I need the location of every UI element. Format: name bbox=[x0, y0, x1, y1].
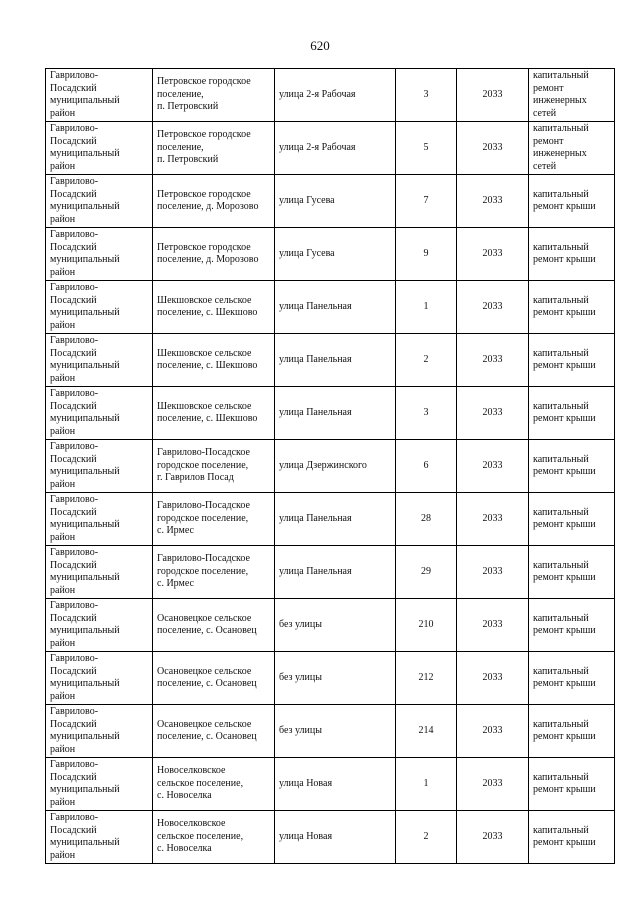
year-cell: 2033 bbox=[457, 599, 529, 652]
work-type-cell-line: ремонт крыши bbox=[533, 307, 596, 318]
settlement-cell-line: Новоселковское bbox=[157, 765, 226, 777]
settlement-cell-line: Петровское городское bbox=[157, 188, 251, 200]
house-number-cell: 5 bbox=[396, 122, 457, 175]
district-cell-line: Гаврилово- bbox=[50, 653, 99, 664]
house-number-cell: 214 bbox=[396, 705, 457, 758]
settlement-cell-line: Шекшовское сельское bbox=[157, 294, 252, 306]
district-cell bbox=[46, 652, 153, 705]
district-cell-line: Посадский bbox=[50, 400, 97, 412]
settlement-cell-line: поселение, с. Осановец bbox=[157, 625, 257, 636]
street-cell: улица Гусева bbox=[275, 175, 396, 228]
district-cell-line: Посадский bbox=[50, 559, 97, 571]
district-cell-line: муниципальный bbox=[50, 731, 120, 742]
district-cell-line: Посадский bbox=[50, 665, 97, 677]
work-type-cell bbox=[529, 440, 615, 493]
settlement-cell bbox=[153, 334, 275, 387]
district-cell-line: муниципальный bbox=[50, 201, 120, 212]
work-type-cell bbox=[529, 334, 615, 387]
settlement-cell-line: Петровское городское bbox=[157, 241, 251, 253]
work-type-cell-line: ремонт bbox=[533, 135, 564, 147]
house-number-cell: 3 bbox=[396, 69, 457, 122]
settlement-cell-line: городское поселение, bbox=[157, 565, 249, 577]
settlement-cell bbox=[153, 493, 275, 546]
district-cell-line: район bbox=[50, 213, 76, 225]
house-number-cell: 212 bbox=[396, 652, 457, 705]
district-cell-line: муниципальный bbox=[50, 572, 120, 583]
settlement-cell-line: городское поселение, bbox=[157, 512, 249, 524]
district-cell-line: район bbox=[50, 160, 76, 172]
district-cell bbox=[46, 811, 153, 864]
work-type-cell bbox=[529, 228, 615, 281]
work-type-cell-line: капитальный bbox=[533, 506, 589, 518]
settlement-cell bbox=[153, 758, 275, 811]
year-cell: 2033 bbox=[457, 69, 529, 122]
district-cell-line: муниципальный bbox=[50, 148, 120, 159]
district-cell-line: муниципальный bbox=[50, 837, 120, 848]
street-cell: улица Панельная bbox=[275, 493, 396, 546]
settlement-cell bbox=[153, 175, 275, 228]
work-type-cell bbox=[529, 705, 615, 758]
settlement-cell-line: сельское поселение, bbox=[157, 777, 244, 789]
work-type-cell-line: ремонт крыши bbox=[533, 731, 596, 742]
table-row bbox=[46, 758, 615, 811]
work-type-cell bbox=[529, 811, 615, 864]
street-cell: без улицы bbox=[275, 652, 396, 705]
district-cell bbox=[46, 175, 153, 228]
house-number-cell: 28 bbox=[396, 493, 457, 546]
house-number-cell: 210 bbox=[396, 599, 457, 652]
district-cell-line: район bbox=[50, 531, 76, 543]
work-type-cell-line: ремонт крыши bbox=[533, 519, 596, 530]
street-cell: улица Дзержинского bbox=[275, 440, 396, 493]
work-type-cell-line: ремонт крыши bbox=[533, 360, 596, 371]
district-cell-line: район bbox=[50, 425, 76, 437]
district-cell-line: Посадский bbox=[50, 294, 97, 306]
settlement-cell-line: поселение, с. Шекшово bbox=[157, 307, 258, 318]
settlement-cell-line: Гаврилово-Посадское bbox=[157, 447, 250, 459]
work-type-cell-line: ремонт bbox=[533, 82, 564, 94]
settlement-cell-line: сельское поселение, bbox=[157, 830, 244, 842]
district-cell-line: Гаврилово- bbox=[50, 123, 99, 134]
page-number: 620 bbox=[310, 38, 330, 53]
district-cell-line: муниципальный bbox=[50, 360, 120, 371]
house-number-cell: 2 bbox=[396, 334, 457, 387]
street-cell: улица Новая bbox=[275, 758, 396, 811]
district-cell bbox=[46, 705, 153, 758]
work-type-cell-line: капитальный bbox=[533, 294, 589, 306]
district-cell-line: Посадский bbox=[50, 771, 97, 783]
table-row bbox=[46, 122, 615, 175]
district-cell-line: Гаврилово- bbox=[50, 706, 99, 717]
year-cell: 2033 bbox=[457, 546, 529, 599]
work-type-cell-line: ремонт крыши bbox=[533, 837, 596, 848]
house-number-cell: 2 bbox=[396, 811, 457, 864]
settlement-cell bbox=[153, 546, 275, 599]
work-type-cell-line: ремонт крыши bbox=[533, 784, 596, 795]
district-cell-line: муниципальный bbox=[50, 678, 120, 689]
settlement-cell bbox=[153, 440, 275, 493]
work-type-cell bbox=[529, 599, 615, 652]
work-type-cell-line: инженерных bbox=[533, 95, 587, 106]
district-cell-line: район bbox=[50, 319, 76, 331]
settlement-cell-line: поселение, bbox=[157, 141, 204, 153]
district-cell-line: Посадский bbox=[50, 453, 97, 465]
work-type-cell-line: ремонт крыши bbox=[533, 413, 596, 424]
settlement-cell bbox=[153, 811, 275, 864]
house-number-cell: 7 bbox=[396, 175, 457, 228]
street-cell: улица Панельная bbox=[275, 281, 396, 334]
year-cell: 2033 bbox=[457, 705, 529, 758]
district-cell-line: Гаврилово- bbox=[50, 494, 99, 505]
district-cell-line: Гаврилово- bbox=[50, 229, 99, 240]
work-type-cell-line: сетей bbox=[533, 160, 557, 172]
table-row bbox=[46, 440, 615, 493]
work-type-cell bbox=[529, 546, 615, 599]
settlement-cell-line: п. Петровский bbox=[157, 154, 219, 166]
work-type-cell-line: капитальный bbox=[533, 665, 589, 677]
district-cell bbox=[46, 69, 153, 122]
year-cell: 2033 bbox=[457, 440, 529, 493]
district-cell-line: муниципальный bbox=[50, 625, 120, 636]
district-cell-line: муниципальный bbox=[50, 519, 120, 530]
work-type-cell-line: капитальный bbox=[533, 612, 589, 624]
settlement-cell bbox=[153, 281, 275, 334]
district-cell-line: район bbox=[50, 743, 76, 755]
district-cell-line: Гаврилово- bbox=[50, 812, 99, 823]
district-cell bbox=[46, 228, 153, 281]
work-type-cell-line: ремонт крыши bbox=[533, 572, 596, 583]
street-cell: улица Панельная bbox=[275, 387, 396, 440]
district-cell-line: Посадский bbox=[50, 241, 97, 253]
work-type-cell-line: инженерных bbox=[533, 148, 587, 159]
settlement-cell-line: с. Ирмес bbox=[157, 525, 194, 537]
work-type-cell-line: капитальный bbox=[533, 123, 589, 134]
district-cell-line: район bbox=[50, 107, 76, 119]
table-row bbox=[46, 546, 615, 599]
work-type-cell bbox=[529, 69, 615, 122]
district-cell bbox=[46, 493, 153, 546]
work-type-cell-line: ремонт крыши bbox=[533, 625, 596, 636]
work-type-cell-line: капитальный bbox=[533, 718, 589, 730]
work-type-cell-line: капитальный bbox=[533, 453, 589, 465]
work-type-cell-line: капитальный bbox=[533, 559, 589, 571]
district-cell-line: район bbox=[50, 849, 76, 861]
street-cell: улица 2-я Рабочая bbox=[275, 69, 396, 122]
street-cell: без улицы bbox=[275, 705, 396, 758]
district-cell-line: район bbox=[50, 690, 76, 702]
work-type-cell-line: капитальный bbox=[533, 241, 589, 253]
district-cell bbox=[46, 758, 153, 811]
house-number-cell: 29 bbox=[396, 546, 457, 599]
settlement-cell-line: Осановецкое сельское bbox=[157, 612, 252, 624]
work-type-cell-line: ремонт крыши bbox=[533, 201, 596, 212]
district-cell-line: Посадский bbox=[50, 506, 97, 518]
work-type-cell-line: ремонт крыши bbox=[533, 678, 596, 689]
district-cell-line: Гаврилово- bbox=[50, 547, 99, 558]
district-cell-line: район bbox=[50, 372, 76, 384]
year-cell: 2033 bbox=[457, 811, 529, 864]
work-type-cell bbox=[529, 493, 615, 546]
district-cell bbox=[46, 281, 153, 334]
district-cell-line: муниципальный bbox=[50, 466, 120, 477]
district-cell-line: Гаврилово- bbox=[50, 600, 99, 611]
district-cell-line: Посадский bbox=[50, 188, 97, 200]
district-cell-line: Посадский bbox=[50, 347, 97, 359]
housing-repair-table bbox=[45, 68, 615, 864]
settlement-cell-line: Петровское городское bbox=[157, 129, 251, 141]
street-cell: улица Гусева bbox=[275, 228, 396, 281]
table-row bbox=[46, 281, 615, 334]
year-cell: 2033 bbox=[457, 387, 529, 440]
district-cell-line: Гаврилово- bbox=[50, 70, 99, 81]
table-row bbox=[46, 493, 615, 546]
settlement-cell-line: городское поселение, bbox=[157, 459, 249, 471]
settlement-cell-line: поселение, с. Осановец bbox=[157, 678, 257, 689]
settlement-cell-line: поселение, bbox=[157, 88, 204, 100]
table-row bbox=[46, 175, 615, 228]
year-cell: 2033 bbox=[457, 493, 529, 546]
district-cell-line: район bbox=[50, 478, 76, 490]
settlement-cell-line: Новоселковское bbox=[157, 818, 226, 830]
district-cell-line: Гаврилово- bbox=[50, 176, 99, 187]
settlement-cell-line: с. Ирмес bbox=[157, 578, 194, 590]
work-type-cell bbox=[529, 175, 615, 228]
street-cell: улица Новая bbox=[275, 811, 396, 864]
table-row bbox=[46, 387, 615, 440]
district-cell-line: муниципальный bbox=[50, 254, 120, 265]
house-number-cell: 1 bbox=[396, 758, 457, 811]
district-cell-line: Посадский bbox=[50, 82, 97, 94]
settlement-cell-line: Шекшовское сельское bbox=[157, 400, 252, 412]
settlement-cell bbox=[153, 69, 275, 122]
settlement-cell bbox=[153, 705, 275, 758]
district-cell-line: Посадский bbox=[50, 824, 97, 836]
work-type-cell-line: капитальный bbox=[533, 771, 589, 783]
settlement-cell-line: с. Новоселка bbox=[157, 790, 212, 802]
year-cell: 2033 bbox=[457, 652, 529, 705]
work-type-cell-line: капитальный bbox=[533, 188, 589, 200]
table-row bbox=[46, 69, 615, 122]
settlement-cell bbox=[153, 122, 275, 175]
district-cell bbox=[46, 334, 153, 387]
district-cell-line: муниципальный bbox=[50, 95, 120, 106]
street-cell: улица Панельная bbox=[275, 546, 396, 599]
settlement-cell-line: Осановецкое сельское bbox=[157, 718, 252, 730]
table-row bbox=[46, 599, 615, 652]
table-row bbox=[46, 334, 615, 387]
year-cell: 2033 bbox=[457, 281, 529, 334]
settlement-cell bbox=[153, 599, 275, 652]
settlement-cell bbox=[153, 387, 275, 440]
district-cell-line: район bbox=[50, 637, 76, 649]
settlement-cell-line: г. Гаврилов Посад bbox=[157, 472, 234, 484]
work-type-cell-line: ремонт крыши bbox=[533, 466, 596, 477]
district-cell-line: Гаврилово- bbox=[50, 441, 99, 452]
work-type-cell-line: сетей bbox=[533, 107, 557, 119]
work-type-cell-line: капитальный bbox=[533, 70, 589, 81]
work-type-cell-line: капитальный bbox=[533, 824, 589, 836]
house-number-cell: 3 bbox=[396, 387, 457, 440]
district-cell-line: Гаврилово- bbox=[50, 759, 99, 770]
street-cell: улица Панельная bbox=[275, 334, 396, 387]
district-cell-line: район bbox=[50, 266, 76, 278]
district-cell-line: Гаврилово- bbox=[50, 282, 99, 293]
district-cell bbox=[46, 599, 153, 652]
district-cell-line: Посадский bbox=[50, 718, 97, 730]
settlement-cell-line: Гаврилово-Посадское bbox=[157, 500, 250, 512]
work-type-cell bbox=[529, 758, 615, 811]
district-cell-line: район bbox=[50, 796, 76, 808]
district-cell-line: Гаврилово- bbox=[50, 388, 99, 399]
settlement-cell-line: поселение, с. Осановец bbox=[157, 731, 257, 742]
street-cell: улица 2-я Рабочая bbox=[275, 122, 396, 175]
table-row bbox=[46, 228, 615, 281]
district-cell bbox=[46, 387, 153, 440]
district-cell bbox=[46, 122, 153, 175]
settlement-cell-line: поселение, д. Морозово bbox=[157, 201, 259, 212]
house-number-cell: 9 bbox=[396, 228, 457, 281]
district-cell bbox=[46, 546, 153, 599]
settlement-cell-line: поселение, с. Шекшово bbox=[157, 360, 258, 371]
year-cell: 2033 bbox=[457, 228, 529, 281]
district-cell bbox=[46, 440, 153, 493]
settlement-cell bbox=[153, 652, 275, 705]
work-type-cell-line: ремонт крыши bbox=[533, 254, 596, 265]
work-type-cell bbox=[529, 652, 615, 705]
table-body bbox=[46, 69, 615, 864]
district-cell-line: муниципальный bbox=[50, 307, 120, 318]
year-cell: 2033 bbox=[457, 175, 529, 228]
settlement-cell-line: поселение, с. Шекшово bbox=[157, 413, 258, 424]
settlement-cell-line: Петровское городское bbox=[157, 76, 251, 88]
settlement-cell-line: п. Петровский bbox=[157, 101, 219, 113]
settlement-cell-line: Осановецкое сельское bbox=[157, 665, 252, 677]
year-cell: 2033 bbox=[457, 758, 529, 811]
district-cell-line: муниципальный bbox=[50, 784, 120, 795]
district-cell-line: муниципальный bbox=[50, 413, 120, 424]
year-cell: 2033 bbox=[457, 122, 529, 175]
settlement-cell-line: с. Новоселка bbox=[157, 843, 212, 855]
street-cell: без улицы bbox=[275, 599, 396, 652]
work-type-cell-line: капитальный bbox=[533, 400, 589, 412]
table-row bbox=[46, 705, 615, 758]
house-number-cell: 1 bbox=[396, 281, 457, 334]
district-cell-line: Посадский bbox=[50, 612, 97, 624]
settlement-cell bbox=[153, 228, 275, 281]
work-type-cell bbox=[529, 387, 615, 440]
year-cell: 2033 bbox=[457, 334, 529, 387]
district-cell-line: район bbox=[50, 584, 76, 596]
district-cell-line: Посадский bbox=[50, 135, 97, 147]
work-type-cell bbox=[529, 281, 615, 334]
house-number-cell: 6 bbox=[396, 440, 457, 493]
work-type-cell bbox=[529, 122, 615, 175]
district-cell-line: Гаврилово- bbox=[50, 335, 99, 346]
settlement-cell-line: поселение, д. Морозово bbox=[157, 254, 259, 265]
work-type-cell-line: капитальный bbox=[533, 347, 589, 359]
settlement-cell-line: Шекшовское сельское bbox=[157, 347, 252, 359]
settlement-cell-line: Гаврилово-Посадское bbox=[157, 553, 250, 565]
table-row bbox=[46, 652, 615, 705]
table-row bbox=[46, 811, 615, 864]
